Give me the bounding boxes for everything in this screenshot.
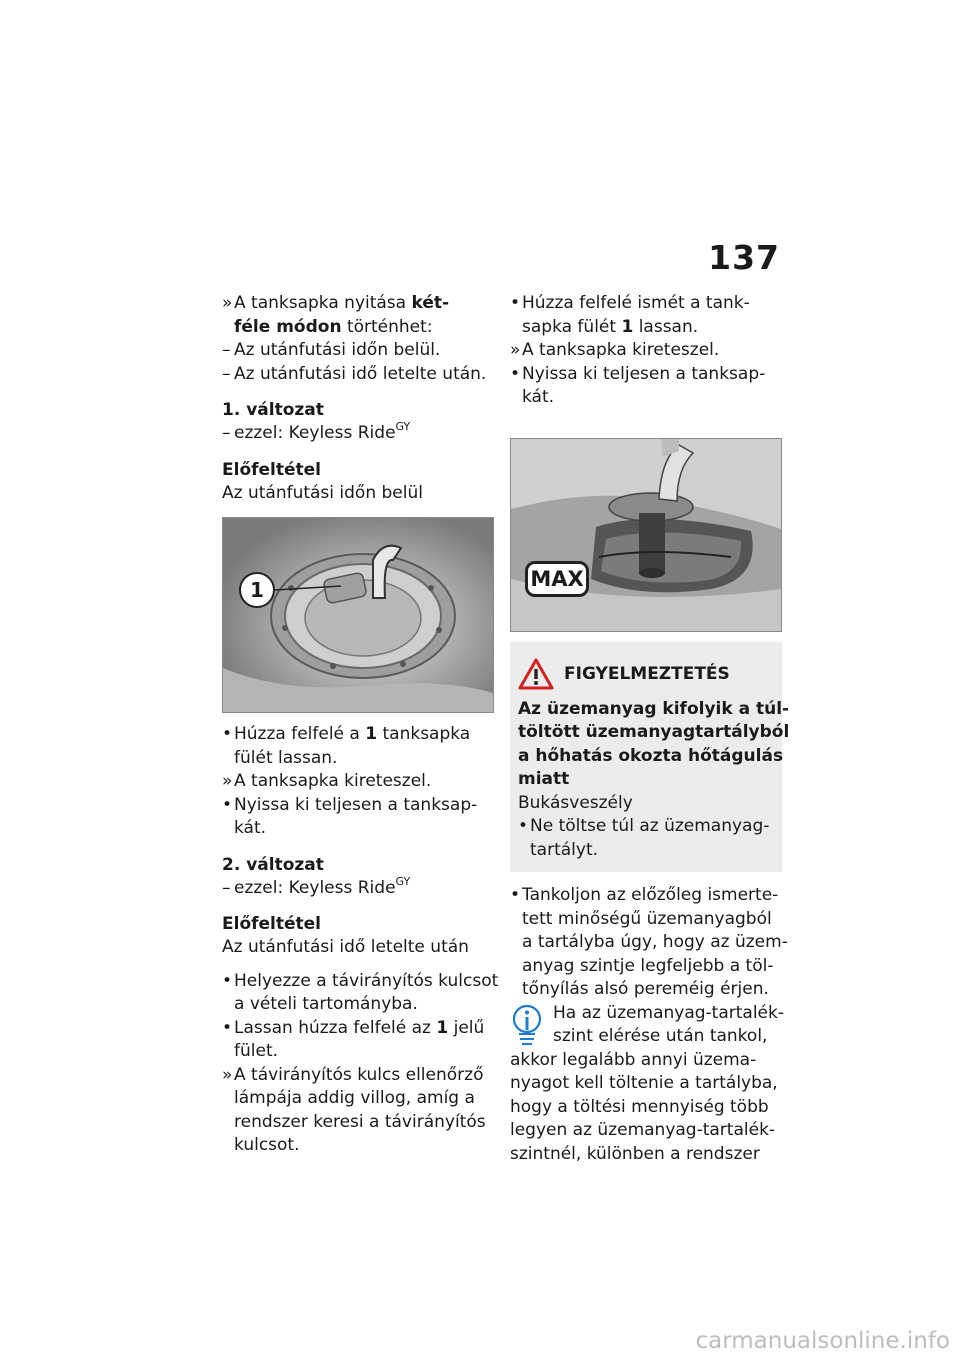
max-level-label: MAX [525,561,589,597]
precondition-text: Az utánfutási időn belül [222,482,423,503]
warning-box [510,642,790,873]
text-line: fülét lassan. [234,747,338,768]
variant-1-heading: 1. változat [222,400,324,420]
left-column [222,292,499,1158]
note-line: Ha az üzemanyag-tartalék- [553,1002,784,1023]
dash-item: – Az utánfutási idő letelte után. [222,363,487,384]
warning-hazard-text: Bukásveszély [518,792,633,813]
text-line: sapka fülét 1 lassan. [522,316,699,337]
text-line: kát. [522,387,555,407]
fuel-filler-illustration [511,439,781,631]
note-line: szintnél, különben a rendszer [510,1143,760,1164]
info-note [510,1002,782,1167]
figure-callout-label: 1 [250,578,264,602]
text-line: a vételi tartományba. [234,994,418,1014]
requirement-line: – ezzel: Keyless Ride$^{GY}$ [222,420,411,443]
text-line: tőnyílás alsó pereméig érjen. [522,979,769,999]
text-line: tartályt. [530,839,599,860]
text-line: lámpája addig villog, amíg a [234,1088,475,1108]
dash-item: – Az utánfutási időn belül. [222,340,441,360]
warning-bold-line: Az üzemanyag kifolyik a túl- [518,698,790,719]
requirement-line: – ezzel: Keyless Ride$^{GY}$ [222,874,411,898]
note-line: hogy a töltési mennyiség több [510,1096,769,1117]
text-line: anyag szintje legfeljebb a töl- [522,955,774,976]
note-line: legyen az üzemanyag-tartalék- [510,1120,776,1140]
right-column [510,292,790,1166]
bullet-item: • Tankoljon az előzőleg ismerte- [510,885,779,905]
text-line: tett minőségű üzemanyagból [522,908,772,929]
precondition-text: Az utánfutási idő letelte után [222,937,469,957]
result-line: »A tanksapka kireteszel. [222,771,432,791]
variant-2-heading: 2. változat [222,854,324,875]
text-line: a tartályba úgy, hogy az üzem- [522,932,788,952]
warning-bold-line: miatt [518,769,570,789]
warning-title: FIGYELMEZTETÉS [564,663,730,684]
precondition-heading: Előfeltétel [222,459,322,480]
note-line: nyagot kell töltenie a tartályba, [510,1073,778,1093]
warning-bold-line: a hőhatás okozta hőtágulás [518,745,784,766]
warning-bold-line: töltött üzemanyagtartályból [518,722,790,742]
result-line: »A távirányítós kulcs ellenőrző [222,1064,484,1085]
text-line: fület. [234,1041,279,1061]
bullet-item: • Húzza felfelé a 1 tanksapka [222,724,471,744]
text-line: rendszer keresi a távirányítós [234,1111,486,1132]
result-line: »A tanksapka kireteszel. [510,340,720,360]
text-line: féle módon történhet: [234,316,433,337]
note-line: szint elérése után tankol, [553,1026,768,1046]
bullet-item: • Helyezze a távirányítós kulcsot [222,970,499,991]
fuel-level-figure [510,438,782,632]
result-line: »A tanksapka nyitása két- [222,293,450,313]
bullet-item: • Nyissa ki teljesen a tanksap- [510,363,766,384]
bullet-item: • Húzza felfelé ismét a tank- [510,293,750,313]
info-bulb-icon [510,1004,544,1048]
fuel-cap-illustration [223,518,493,712]
text-line: kát. [234,818,267,838]
bullet-item: • Lassan húzza felfelé az 1 jelű [222,1017,485,1038]
fuel-cap-figure [222,517,494,713]
warning-triangle-icon [518,658,554,690]
text-line: kulcsot. [234,1135,300,1155]
page-number: 137 [708,238,780,277]
precondition-heading: Előfeltétel [222,914,322,934]
note-line: akkor legalább annyi üzema- [510,1049,757,1070]
warning-bullet: • Ne töltse túl az üzemanyag- [518,816,770,836]
watermark: carmanualsonline.info [695,1328,950,1354]
bullet-item: • Nyissa ki teljesen a tanksap- [222,794,478,815]
